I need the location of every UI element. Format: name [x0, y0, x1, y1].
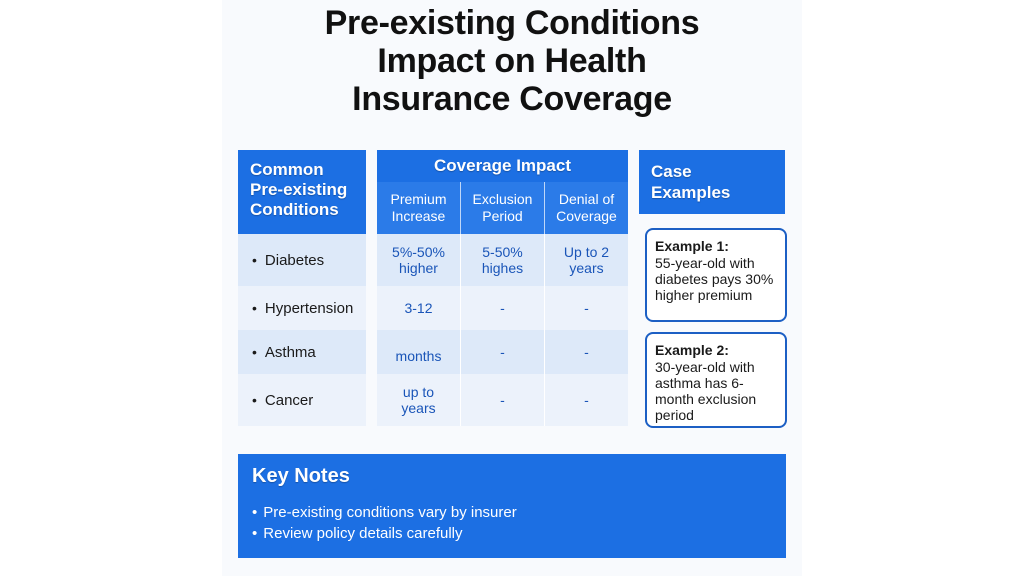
bullet-icon: • [252, 504, 258, 521]
condition-label: Asthma [264, 343, 316, 361]
note-text: Pre-existing conditions vary by insurer [263, 504, 517, 521]
conditions-heading [238, 150, 366, 234]
condition-label: Diabetes [264, 251, 325, 269]
conditions-column [238, 150, 366, 426]
cell-line: years [401, 400, 436, 416]
table-row [377, 330, 628, 374]
cell-line: years [569, 260, 604, 276]
table-cell: - [460, 374, 544, 426]
cell-line: 5%-50% [392, 244, 445, 260]
conditions-heading-line: Conditions [250, 200, 339, 219]
conditions-heading-line: Pre-existing [250, 180, 348, 199]
cell-line: Up to 2 [563, 244, 610, 260]
cell-line: highes [481, 260, 524, 276]
table-cell [377, 374, 460, 426]
bullet-icon: • [252, 252, 257, 268]
header-line: Increase [391, 208, 446, 224]
condition-row-asthma [238, 330, 366, 374]
bullet-icon: • [252, 300, 257, 316]
case-heading-line: Case [651, 162, 692, 181]
premium-increase-header [377, 182, 460, 234]
header-line: Coverage [556, 208, 617, 224]
condition-row-cancer [238, 374, 366, 426]
table-cell: - [544, 286, 628, 330]
key-notes-panel [238, 454, 786, 558]
header-line: Denial of [558, 191, 615, 207]
table-cell: - [460, 330, 544, 374]
page-title [222, 4, 802, 118]
case-example-card [645, 228, 787, 322]
list-item [252, 523, 786, 544]
condition-row-diabetes [238, 234, 366, 286]
cell-line: 5-50% [482, 244, 523, 260]
impact-column-headers [377, 182, 628, 234]
list-item [252, 502, 786, 523]
table-cell [377, 234, 460, 286]
header-line: Exclusion [472, 191, 533, 207]
coverage-impact-table [377, 150, 628, 426]
table-row [377, 234, 628, 286]
header-line: Premium [390, 191, 447, 207]
cell-line: up to [402, 384, 435, 400]
case-example-label: Example 1: [655, 238, 729, 254]
table-cell: months [395, 348, 442, 364]
coverage-impact-heading: Coverage Impact [377, 150, 628, 182]
case-example-text: 55-year-old with diabetes pays 30% higher premium [655, 255, 774, 303]
title-line: Impact on Health [377, 42, 647, 80]
bullet-icon: • [252, 392, 257, 408]
table-row [377, 374, 628, 426]
table-cell [544, 234, 628, 286]
table-cell: - [544, 330, 628, 374]
case-example-text: 30-year-old with asthma has 6-month exclusion period [655, 359, 757, 423]
condition-row-hypertension [238, 286, 366, 330]
table-cell: - [460, 286, 544, 330]
case-heading-line: Examples [651, 183, 731, 202]
table-cell: - [544, 374, 628, 426]
table-cell [460, 234, 544, 286]
table-row [377, 286, 628, 330]
conditions-heading-line: Common [250, 160, 324, 179]
case-example-label: Example 2: [655, 342, 729, 358]
bullet-icon: • [252, 525, 258, 542]
title-line: Pre-existing Conditions [324, 4, 700, 42]
note-text: Review policy details carefully [263, 525, 463, 542]
exclusion-period-header [460, 182, 544, 234]
key-notes-heading: Key Notes [252, 465, 350, 487]
table-cell: 3-12 [404, 300, 433, 316]
cell-line: higher [399, 260, 438, 276]
bullet-icon: • [252, 344, 257, 360]
condition-label: Cancer [264, 391, 314, 409]
condition-label: Hypertension [264, 299, 354, 317]
case-example-card [645, 332, 787, 428]
header-line: Period [482, 208, 523, 224]
case-examples-heading [639, 150, 785, 214]
denial-of-coverage-header [544, 182, 628, 234]
title-line: Insurance Coverage [352, 80, 672, 118]
key-notes-list [252, 502, 786, 544]
